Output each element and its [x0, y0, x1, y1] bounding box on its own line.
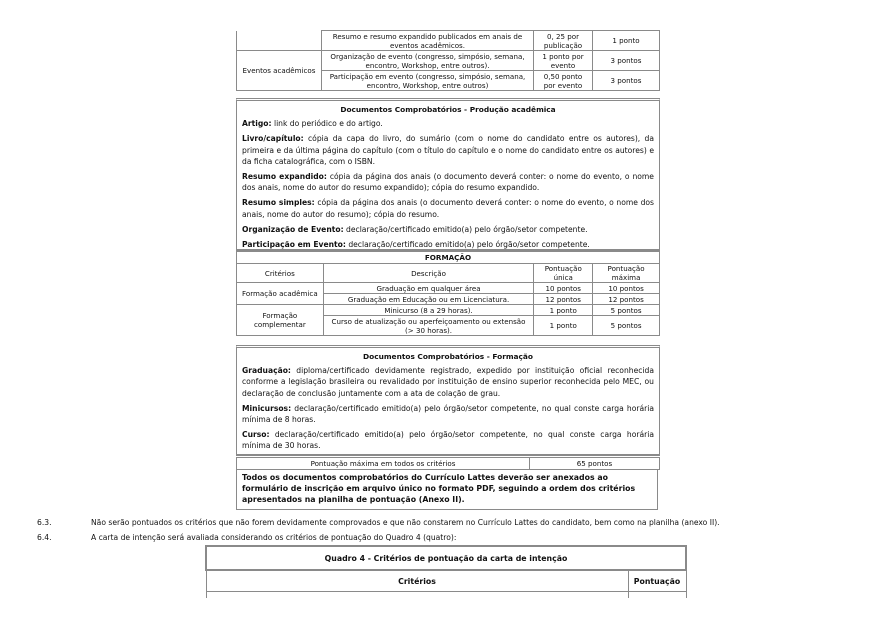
doc-item [242, 197, 654, 219]
doc-term: Resumo expandido: [242, 172, 327, 182]
doc-item [242, 171, 654, 193]
max-score-cell: 5 pontos [593, 305, 660, 316]
doc-term: Minicursos: [242, 403, 292, 413]
doc-item [242, 403, 654, 425]
table-row [237, 51, 660, 71]
unit-score-cell: 1 ponto [534, 316, 593, 336]
doc-term: Resumo simples: [242, 198, 315, 208]
max-score-table [236, 455, 660, 470]
doc-item [242, 133, 654, 167]
doc-item [242, 365, 654, 399]
unit-score-cell: 1 ponto por evento [534, 51, 593, 71]
criteria-cell: Formação complementar [237, 305, 324, 336]
doc-term: Graduação: [242, 366, 291, 376]
header-pontuacao: Pontuação [628, 570, 686, 592]
item-number: 6.4. [37, 533, 52, 542]
item-number: 6.3. [37, 518, 52, 527]
formacao-table [236, 249, 660, 336]
header-descricao: Descrição [323, 264, 534, 283]
doc-text: cópia da página dos anais (o documento deverá conter: o nome do evento, o nome dos anais, nome do autor do resumo expandido); cópia do resumo expandido. [242, 172, 654, 193]
description-cell: Graduação em qualquer área [323, 283, 534, 294]
doc-item [242, 118, 654, 129]
doc-term: Livro/capítulo: [242, 134, 304, 144]
max-score-cell: 3 pontos [593, 71, 660, 91]
doc-text: link do periódico e do artigo. [271, 119, 383, 129]
doc-text: diploma/certificado devidamente registrado, expedido por instituição oficial reconhecida conforme a legislação brasileira ou revalidado por instituição de ensino superior reconhecida pelo MEC, ou declaração de conclusão juntamente com a ata de colação de grau. [242, 366, 654, 398]
description-cell: Curso de atualização ou aperfeiçoamento ou extensão (> 30 horas). [323, 316, 534, 336]
quadro4-title: Quadro 4 - Critérios de pontuação da carta de intenção [206, 546, 686, 570]
doc-text: declaração/certificado emitido(a) pelo órgão/setor competente, no qual conste carga horária mínima de 8 horas. [242, 403, 654, 425]
doc-term: Curso: [242, 430, 270, 440]
max-score-cell: 1 ponto [593, 31, 660, 51]
max-score-cell: 3 pontos [593, 51, 660, 71]
empty-cell [206, 592, 628, 599]
table-header-row [237, 264, 660, 283]
table-row [237, 457, 660, 470]
header-criterios: Critérios [206, 570, 628, 592]
doc-term: Participação em Evento: [242, 240, 346, 250]
max-score-cell: 5 pontos [593, 316, 660, 336]
unit-score-cell: 0, 25 por publicação [534, 31, 593, 51]
quadro4-table [205, 545, 687, 598]
description-cell: Minicurso (8 a 29 horas). [323, 305, 534, 316]
doc-text: declaração/certificado emitido(a) pelo órgão/setor competente, no qual conste carga horária mínima de 30 horas. [242, 430, 654, 451]
empty-cell [628, 592, 686, 599]
max-score-value: 65 pontos [530, 457, 660, 470]
doc-text: declaração/certificado emitido(a) pelo órgão/setor competente. [345, 240, 590, 250]
description-cell: Organização de evento (congresso, simpósio, semana, encontro, Workshop, entre outros). [322, 51, 534, 71]
final-note: Todos os documentos comprobatórios do Currículo Lattes deverão ser anexados ao formulário de inscrição em arquivo único no formato PDF, seguindo a ordem dos critérios apresentados na planilha de pontuação (Anexo II). [236, 469, 658, 510]
description-cell: Resumo e resumo expandido publicados em anais de eventos acadêmicos. [322, 31, 534, 51]
header-pontuacao-unica: Pontuação única [534, 264, 593, 283]
max-score-label: Pontuação máxima em todos os critérios [237, 457, 530, 470]
docs-producao-box [236, 98, 660, 251]
table-row [237, 31, 660, 51]
table-row [206, 592, 686, 599]
doc-item [242, 429, 654, 451]
unit-score-cell: 10 pontos [534, 283, 593, 294]
doc-text: cópia da capa do livro, do sumário (com o nome do candidato entre os autores), da primeira e da última página do capítulo (com o título do capítulo e o nome do candidato entre os autores) e da ficha catalográfica, com o ISBN. [242, 134, 654, 166]
doc-text: cópia da página dos anais (o documento deverá conter: o nome do evento, o nome dos anais, nome do autor do resumo); cópia do resumo. [242, 198, 654, 219]
header-pontuacao-maxima: Pontuação máxima [593, 264, 660, 283]
criteria-cell: Formação acadêmica [237, 283, 324, 305]
max-score-cell: 10 pontos [593, 283, 660, 294]
description-cell: Graduação em Educação ou em Licenciatura. [323, 294, 534, 305]
doc-term: Artigo: [242, 119, 272, 129]
table-header-row [206, 570, 686, 592]
table-row [237, 283, 660, 294]
unit-score-cell: 12 pontos [534, 294, 593, 305]
docs-formacao-heading: Documentos Comprobatórios - Formação [363, 352, 533, 361]
table-title-row [237, 251, 660, 264]
header-criterios: Critérios [237, 264, 324, 283]
events-table [236, 30, 660, 91]
table-row [237, 305, 660, 316]
docs-formacao-box [236, 345, 660, 455]
doc-item [242, 224, 654, 235]
doc-text: declaração/certificado emitido(a) pelo órgão/setor competente. [343, 224, 588, 234]
unit-score-cell: 0,50 ponto por evento [534, 71, 593, 91]
description-cell: Participação em evento (congresso, simpósio, semana, encontro, Workshop, entre outros) [322, 71, 534, 91]
item-text: A carta de intenção será avaliada considerando os critérios de pontuação do Quadro 4 (quatro): [91, 533, 457, 542]
max-score-cell: 12 pontos [593, 294, 660, 305]
criteria-cell: Eventos acadêmicos [237, 51, 322, 91]
doc-term: Organização de Evento: [242, 224, 344, 234]
criteria-cell-empty [237, 31, 322, 51]
unit-score-cell: 1 ponto [534, 305, 593, 316]
table-title-row [206, 546, 686, 570]
formacao-title: FORMAÇÃO [237, 251, 660, 264]
item-text: Não serão pontuados os critérios que não forem devidamente comprovados e que não constarem no Currículo Lattes do candidato, bem como na planilha (anexo II). [91, 518, 720, 527]
docs-producao-heading: Documentos Comprobatórios - Produção acadêmica [340, 105, 556, 114]
